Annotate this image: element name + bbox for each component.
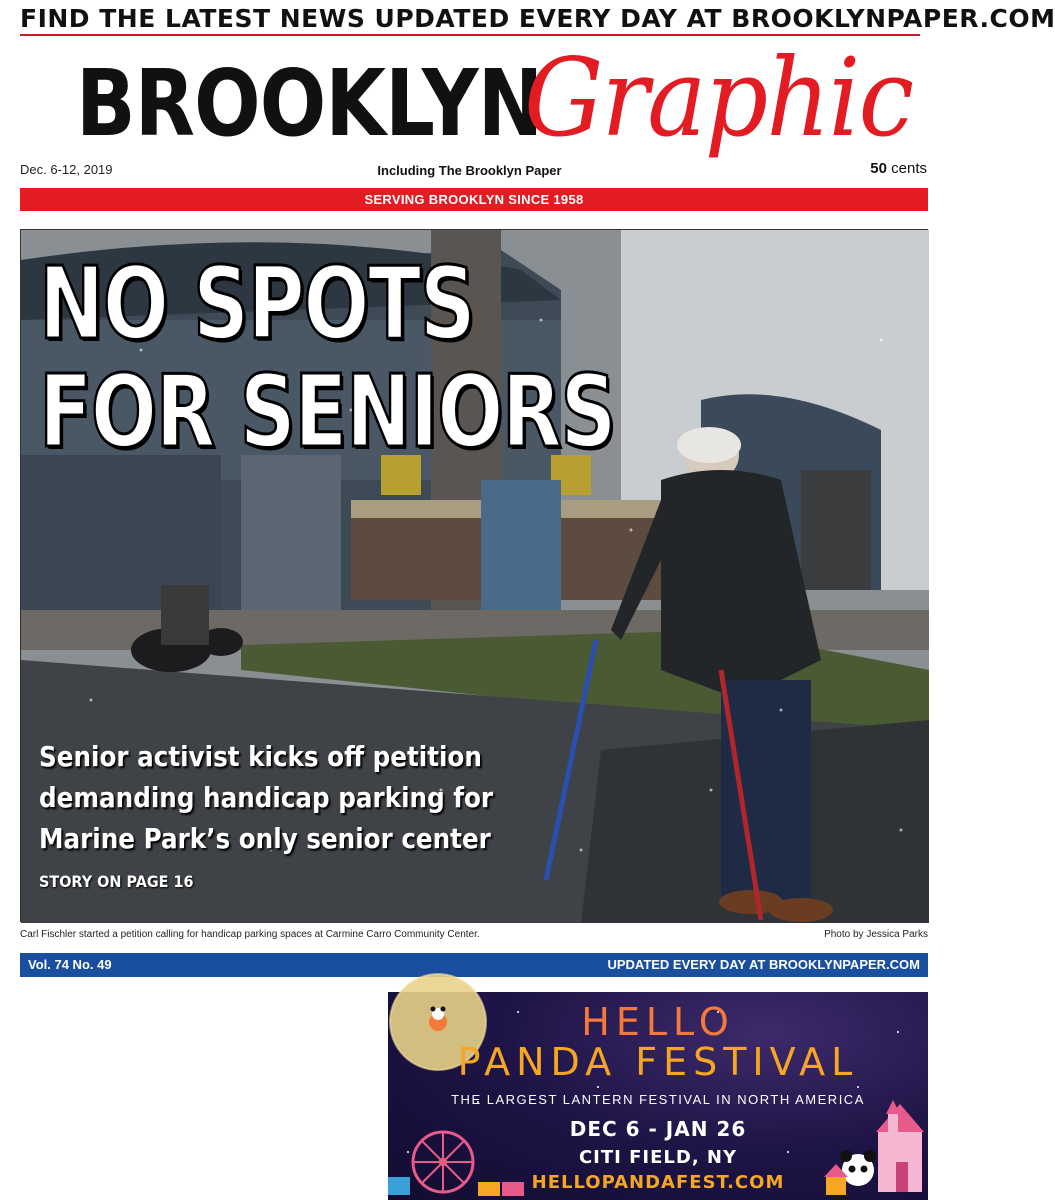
ad-hello: HELLO <box>581 1000 735 1044</box>
masthead <box>20 36 920 170</box>
subhead-line-1: Senior activist kicks off petition <box>39 740 482 773</box>
ad-url-link[interactable]: HELLOPANDAFEST.COM <box>531 1172 785 1193</box>
cover-subhead <box>39 736 493 859</box>
masthead-graphic: Graphic <box>524 36 913 161</box>
headline-line-1: NO SPOTS <box>39 245 475 362</box>
cover-headline <box>39 245 615 470</box>
panda-festival-ad[interactable] <box>388 992 928 1200</box>
volume-number: Vol. 74 No. 49 <box>28 957 112 972</box>
ad-location: CITI FIELD, NY <box>578 1147 738 1168</box>
headline-line-2: FOR SENIORS <box>39 353 615 470</box>
updated-link[interactable]: UPDATED EVERY DAY AT BROOKLYNPAPER.COM <box>607 957 920 972</box>
masthead-brooklyn: BROOKLYN <box>76 50 543 157</box>
footer-bar <box>20 953 928 977</box>
photo-caption: Carl Fischler started a petition calling for handicap parking spaces at Carmine Carro Community Center. <box>20 929 480 940</box>
ad-panda-festival: PANDA FESTIVAL <box>457 1040 859 1084</box>
serving-bar: SERVING BROOKLYN SINCE 1958 <box>20 188 928 211</box>
ad-dates: DEC 6 - JAN 26 <box>569 1117 747 1141</box>
issue-date: Dec. 6-12, 2019 <box>20 162 113 177</box>
subhead-line-2: demanding handicap parking for <box>39 781 494 814</box>
ad-tagline: THE LARGEST LANTERN FESTIVAL IN NORTH AMERICA <box>451 1092 865 1107</box>
top-news-banner[interactable]: FIND THE LATEST NEWS UPDATED EVERY DAY AT BROOKLYNPAPER.COM <box>20 2 920 36</box>
including-line: Including The Brooklyn Paper <box>377 163 562 178</box>
photo-credit: Photo by Jessica Parks <box>824 929 928 940</box>
price-number: 50 <box>870 160 887 177</box>
subhead-line-3: Marine Park’s only senior center <box>39 822 491 855</box>
cover-photo <box>20 229 928 922</box>
price-unit: cents <box>891 160 927 177</box>
story-reference: STORY ON PAGE 16 <box>39 872 194 891</box>
price <box>870 160 927 177</box>
